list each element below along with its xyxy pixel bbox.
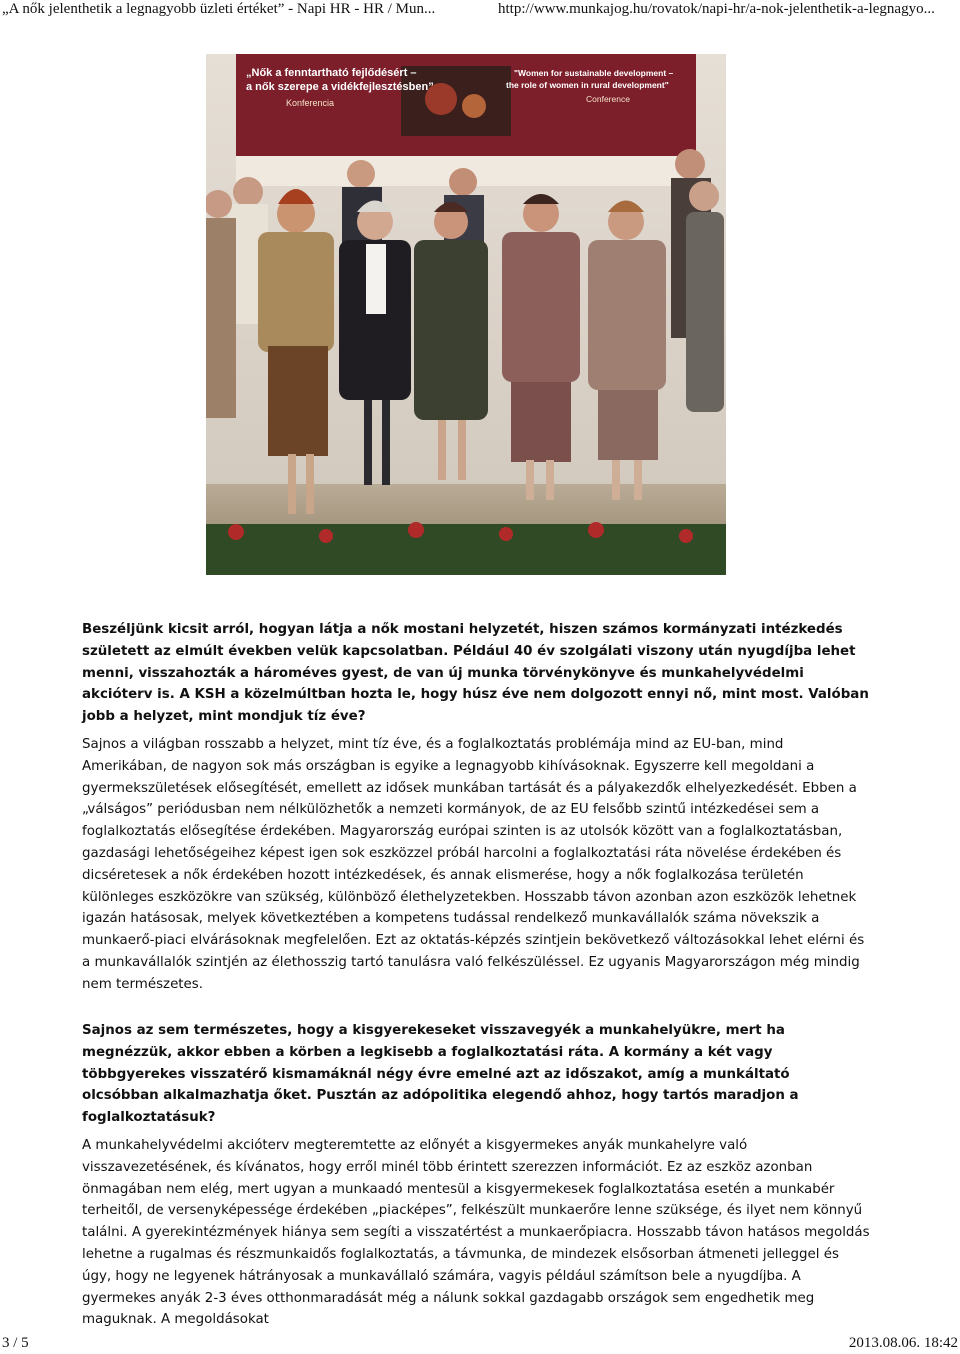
banner-right-line2: the role of women in rural development" <box>506 80 669 90</box>
page-number: 3 / 5 <box>2 1335 29 1351</box>
print-footer <box>0 1334 960 1354</box>
conference-group-photo <box>206 54 726 575</box>
article-block-1 <box>82 619 870 996</box>
banner-left-line2: a nők szerepe a vidékfejlesztésben” <box>246 81 434 93</box>
banner-left-line1: „Nők a fenntartható fejlődésért – <box>246 67 417 79</box>
article-block-2 <box>82 1020 870 1331</box>
interview-question-1: Beszéljünk kicsit arról, hogyan látja a nők mostani helyzetét, hiszen számos kormányzati intézkedés született az elmúlt években velük kapcsolatban. Például 40 év szolgálati viszony után nyugdíjba lehet menni, visszahozták a hároméves gyest, de van új munka törvénykönyve és munkahelyvédelmi akcióterv is. A KSH a közelmúltban hozta le, hogy húsz éve nem dolgozott ennyi nő, mint most. Valóban jobb a helyzet, mint mondjuk tíz éve? <box>82 622 869 725</box>
print-datetime: 2013.08.06. 18:42 <box>848 1335 958 1351</box>
flower-arrangement <box>206 522 726 575</box>
interview-question-2: Sajnos az sem természetes, hogy a kisgyerekeseket visszavegyék a munkahelyükre, mert ha megnézzük, akkor ebben a körben a legkisebb a foglalkoztatási ráta. A kormány a két vagy többgyerekes visszatérő kismamáknál négy évre emelné azt az időszakot, amíg a munkáltató olcsóbban alkalmazhatja őket. Pusztán az adópolitika elegendő ahhoz, hogy tartós maradjon a foglalkoztatásuk? <box>82 1023 799 1126</box>
page-title-header: „A nők jelenthetik a legnagyobb üzleti értéket” - Napi HR - HR / Mun... <box>2 1 436 17</box>
photo-illustration <box>206 54 726 575</box>
banner-left-line3: Konferencia <box>286 98 335 108</box>
interview-answer-1: Sajnos a világban rosszabb a helyzet, mint tíz éve, és a foglalkoztatás problémája mind az EU-ban, mind Amerikában, de nagyon sok más országban is egyike a legnagyobb kihívásoknak. Egyszerre kell megoldani a gyermekszületések elősegítését, emellett az idősek munkában tartását és a pályakezdők elhelyezkedését. Ebben a „válságos” periódusban nem nélkülözhetők a nemzeti kormányok, de az EU felsőbb szintű intézkedései sem a foglalkoztatás elősegítése érdekében. Magyarország európai szinten is az utolsók között van a foglalkoztatásban, gazdasági lehetőségeihez képest igen sok eszközzel próbál harcolni a foglalkoztatási ráta növelése érdekében és dicséretesek a nők érdekében hozott intézkedések, és annak elismerése, hogy a nők foglalkozása területén különleges eszközökre van szükség, különböző élethelyzetekben. Hosszabb távon azonban azon eszközök lehetnek igazán hatásosak, melyek következtében a kompetens tudással rendelkező munkavállalók száma növekszik a munkaerő-piaci elvárásoknak megfelelően. Ezt az oktatás-képzés szintjein bekövetkező változásokkal lehet elérni és a munkavállalók szintjén az élethosszig tartó tanulásra való felkészüléssel. Ez ugyanis Magyarországon még mindig nem természetes. <box>82 736 865 992</box>
banner-right-line3: Conference <box>586 94 630 104</box>
page-url-header[interactable]: http://www.munkajog.hu/rovatok/napi-hr/a-nok-jelenthetik-a-legnagyo... <box>498 1 935 17</box>
banner-right-line1: "Women for sustainable development – <box>514 68 674 78</box>
print-header <box>0 0 960 22</box>
interview-answer-2: A munkahelyvédelmi akcióterv megteremtette az előnyét a kisgyermekes anyák munkahelyre való visszavezetésének, és kívánatos, hogy erről minél több érintett szerezzen információt. Ez az eszköz azonban önmagában nem elég, mert ugyan a munkaadó mentesül a kisgyermekesek foglalkoztatása esetén a munkabér terheitől, de versenyképessége érdekében „piacképes”, felkészült munkaerőre lenne szüksége, és ilyet nem könnyű találni. A gyerekintézmények hiánya sem segíti a visszatértést a munkaerőpiacra. Hosszabb távon hatásos megoldás lehetne a rugalmas és részmunkaidős foglalkoztatás, a távmunka, de mindezek elsősorban átmeneti jelleggel és úgy, hogy ne legyenek hátrányosak a munkavállaló számára, vagyis például számítson bele a nyugdíjba. A gyermekes anyák 2-3 éves otthonmaradását még a nálunk sokkal gazdagabb országok sem engedhetik meg maguknak. A megoldásokat <box>82 1137 870 1328</box>
